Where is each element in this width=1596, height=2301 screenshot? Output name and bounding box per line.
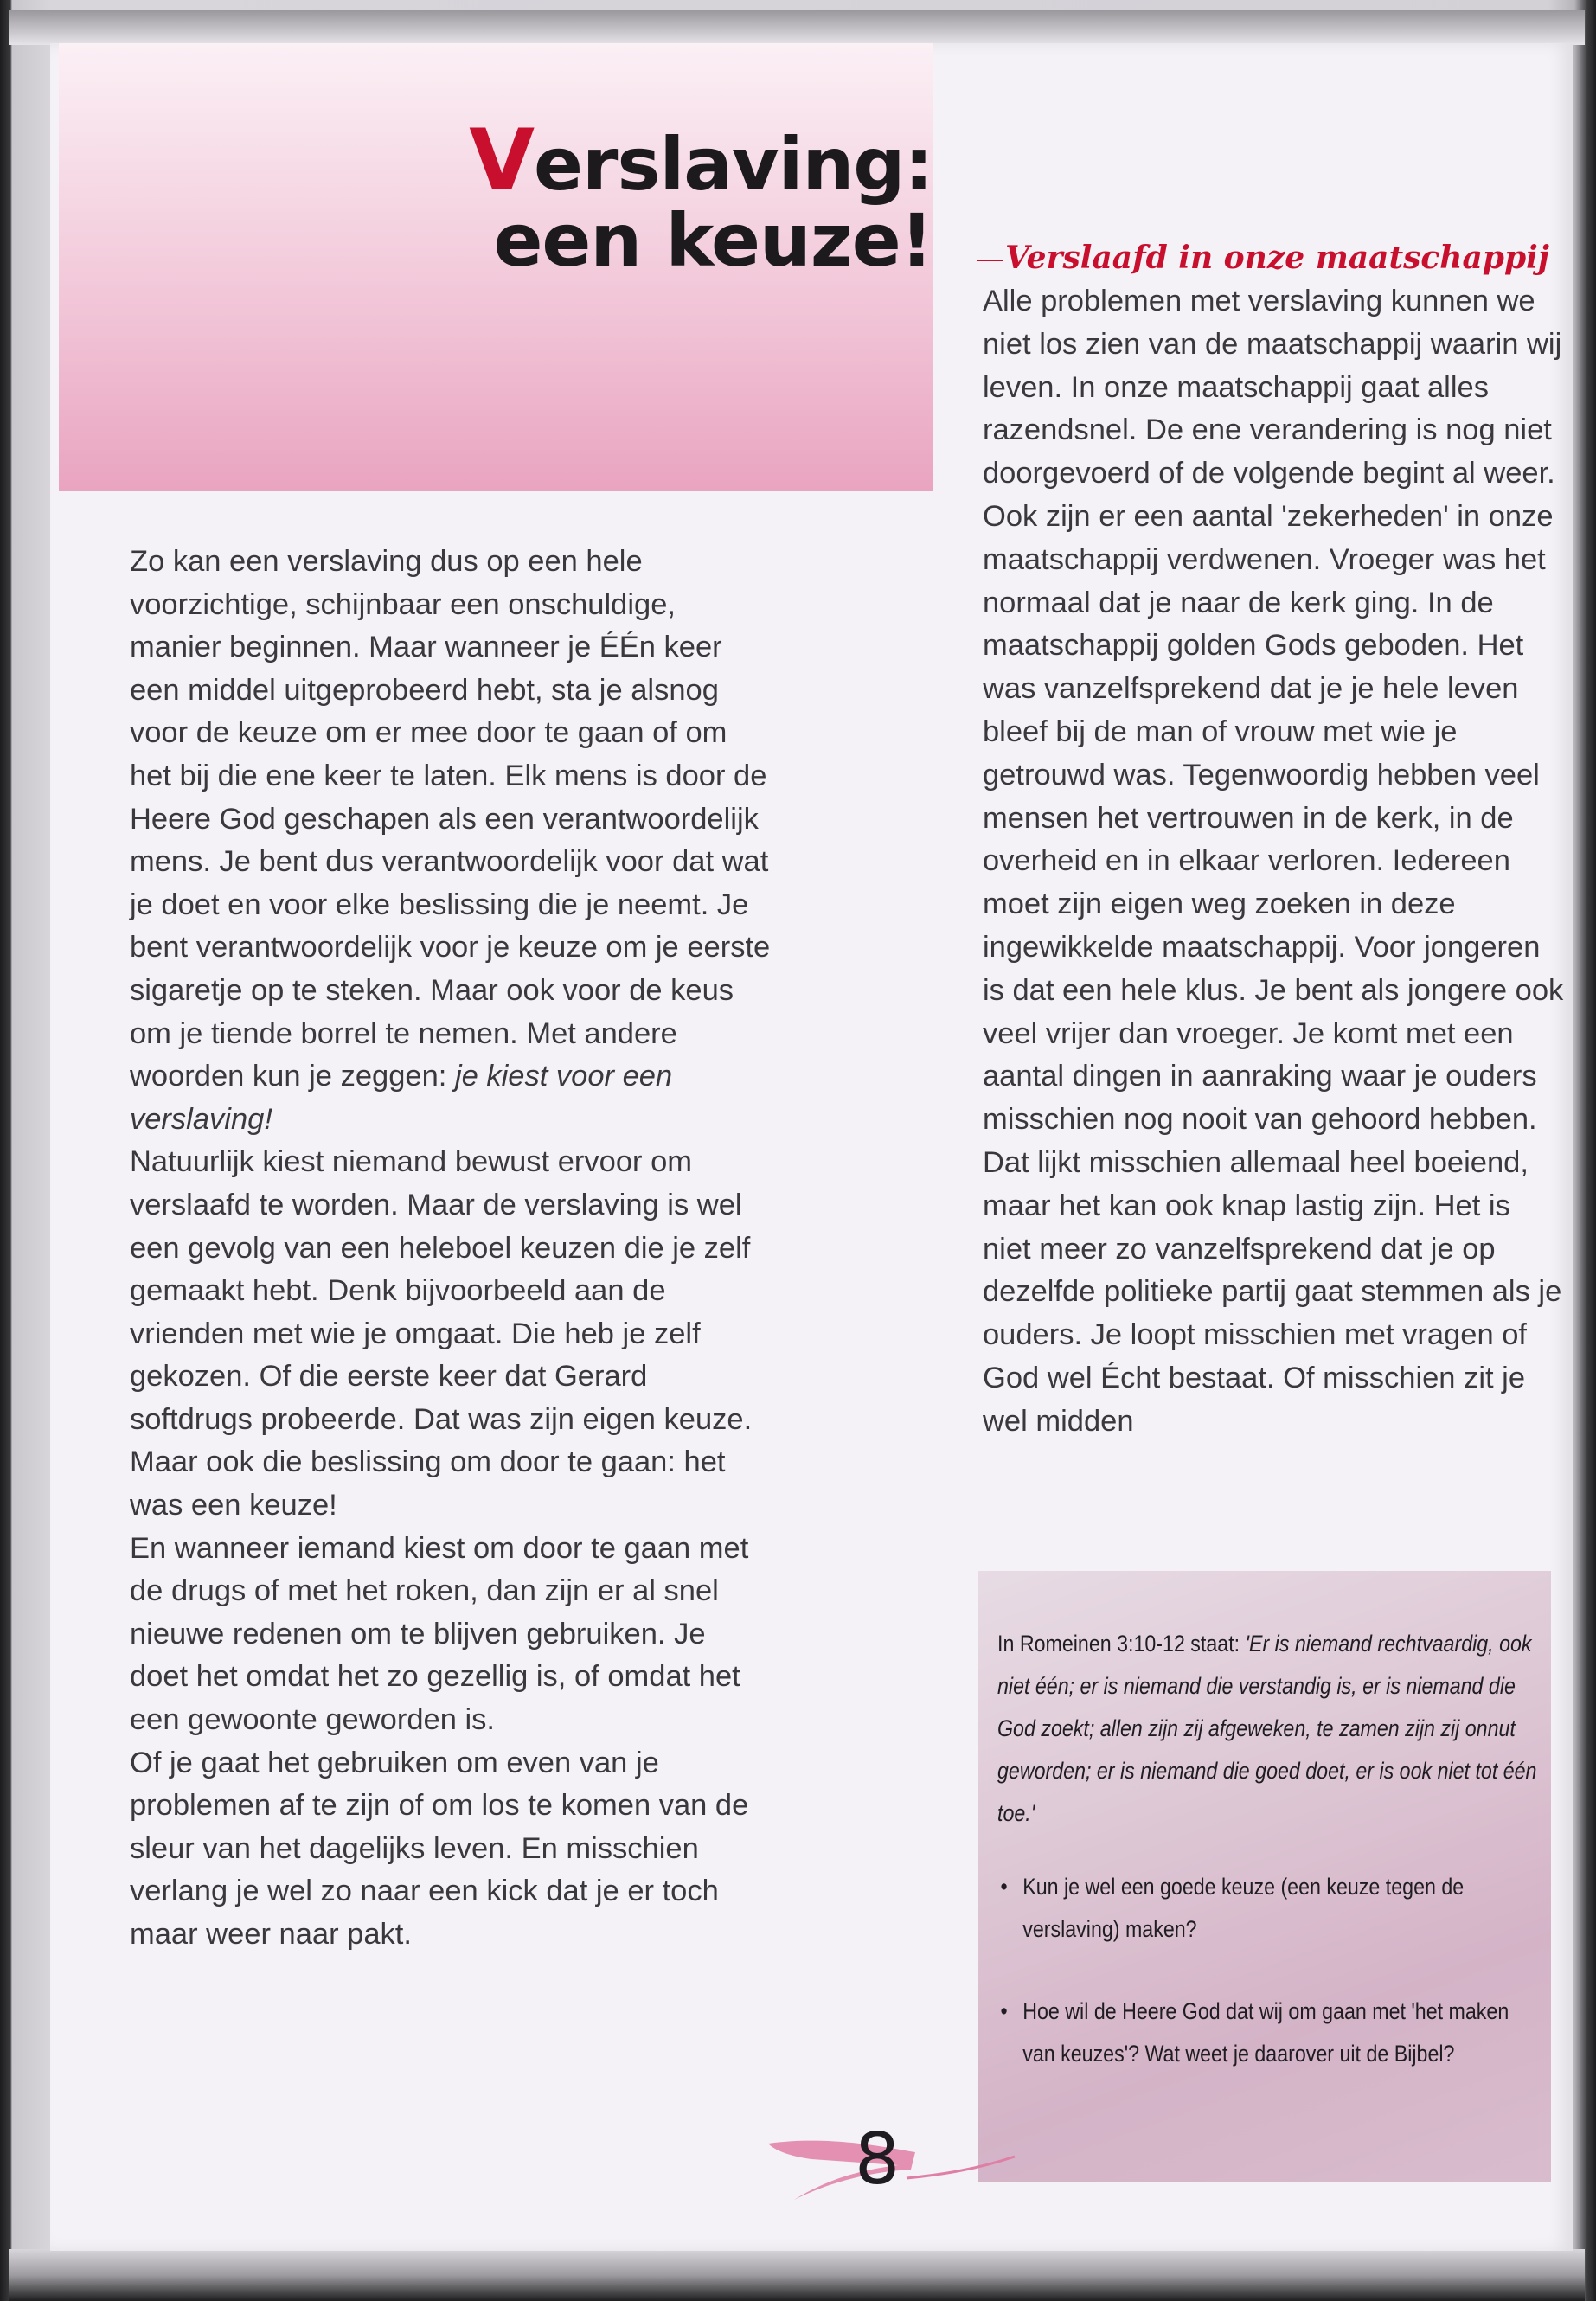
subheading-dash (977, 260, 1003, 261)
left-paragraph-4: Of je gaat het gebruiken om even van je problemen af te zijn of om los te komen van de sleur van het dagelijks leven. En misschien verlang je wel zo naar een kick dat je er toch maar weer naar pakt. (130, 1746, 749, 1951)
quote-intro: In Romeinen 3:10-12 staat: (997, 1631, 1246, 1657)
left-paragraph-3: En wanneer iemand kiest om door te gaan met de drugs of met het roken, dan zijn er al snel nieuwe redenen om te blijven gebruiken. Je doet het omdat het zo gezellig is, of omdat het een gewoonte geworden is. (130, 1531, 749, 1737)
bullet-icon: • (1000, 1874, 1008, 1900)
title-line-1-text: erslaving: (534, 122, 933, 207)
book-top-edge (9, 10, 1585, 45)
left-column (130, 541, 772, 1957)
question-text: Kun je wel een goede keuze (een keuze tegen de verslaving) maken? (1022, 1874, 1465, 1942)
left-paragraph-1 (130, 541, 772, 1141)
book-bottom-edge (9, 2249, 1585, 2301)
bible-quote: 'Er is niemand rechtvaardig, ook niet één; er is niemand die verstandig is, er is niemand die God zoekt; allen zijn zij afgeweken, te zamen zijn zij onnut geworden; er is niemand die goed doet, er is ook niet tot één toe.' (997, 1631, 1537, 1826)
question-item (997, 1990, 1537, 2075)
bullet-icon: • (1000, 1998, 1008, 2024)
right-column (983, 235, 1564, 1444)
bible-quote-box (978, 1571, 1551, 2182)
title-initial: V (469, 112, 535, 210)
left-paragraph-2: Natuurlijk kiest niemand bewust ervoor om verslaafd te worden. Maar de verslaving is wel een gevolg van een heleboel keuzen die je zelf gemaakt hebt. Denk bijvoorbeeld aan de vrienden met wie je omgaat. Die heb je zelf gekozen. Of die eerste keer dat Gerard softdrugs probeerde. Dat was zijn eigen keuze. Maar ook die beslissing om door te gaan: het was een keuze! (130, 1145, 753, 1522)
title-line-1 (469, 112, 933, 210)
question-text: Hoe wil de Heere God dat wij om gaan met 'het maken van keuzes'? Wat weet je daarover uit de Bijbel? (1022, 1998, 1509, 2067)
left-paragraph-1-emphasis: je kiest voor een verslaving! (130, 1060, 673, 1136)
page-number: 8 (855, 2118, 901, 2201)
bible-quote-content (997, 1623, 1537, 2115)
page-title (469, 112, 933, 283)
question-item (997, 1866, 1537, 1951)
section-subheading (977, 235, 1564, 280)
left-paragraph-1-text: Zo kan een verslaving dus op een hele voorzichtige, schijnbaar een onschuldige, manier beginnen. Maar wanneer je ÉÉn keer een middel uitgeprobeerd hebt, sta je alsnog voor de keuze om er mee door te gaan of om het bij die ene keer te laten. Elk mens is door de Heere God geschapen als een verantwoordelijk mens. Je bent dus verantwoordelijk voor dat wat je doet en voor elke beslissing die je neemt. Je bent verantwoordelijk voor je keuze om je eerste sigaretje op te steken. Maar ook voor de keus om je tiende borrel te nemen. Met andere woorden kun je zeggen: (130, 545, 771, 1093)
question-list (997, 1866, 1537, 2075)
page (50, 43, 1573, 2251)
subheading-text: Verslaafd in onze maatschappij (1005, 240, 1549, 276)
title-line-2: een keuze! (493, 198, 933, 283)
title-banner (59, 43, 933, 491)
right-paragraph: Alle problemen met verslaving kunnen we niet los zien van de maatschappij waarin wij leven. In onze maatschappij gaat alles razendsnel. De ene verandering is nog niet doorgevoerd of de volgende begint al weer. Ook zijn er een aantal 'zekerheden' in onze maatschappij verdwenen. Vroeger was het normaal dat je naar de kerk ging. In de maatschappij golden Gods geboden. Het was vanzelfsprekend dat je je hele leven bleef bij de man of vrouw met wie je getrouwd was. Tegenwoordig hebben veel mensen het vertrouwen in de kerk, in de overheid en in elkaar verloren. Iedereen moet zijn eigen weg zoeken in deze ingewikkelde maatschappij. Voor jongeren is dat een hele klus. Je bent als jongere ook veel vrijer dan vroeger. Je komt met een aantal dingen in aanraking waar je ouders misschien nog nooit van gehoord hebben. Dat lijkt misschien allemaal heel boeiend, maar het kan ook knap lastig zijn. Het is niet meer zo vanzelfsprekend dat je op dezelfde politieke partij gaat stemmen als je ouders. Je loopt misschien met vragen of God wel Écht bestaat. Of misschien zit je wel midden (983, 285, 1564, 1438)
